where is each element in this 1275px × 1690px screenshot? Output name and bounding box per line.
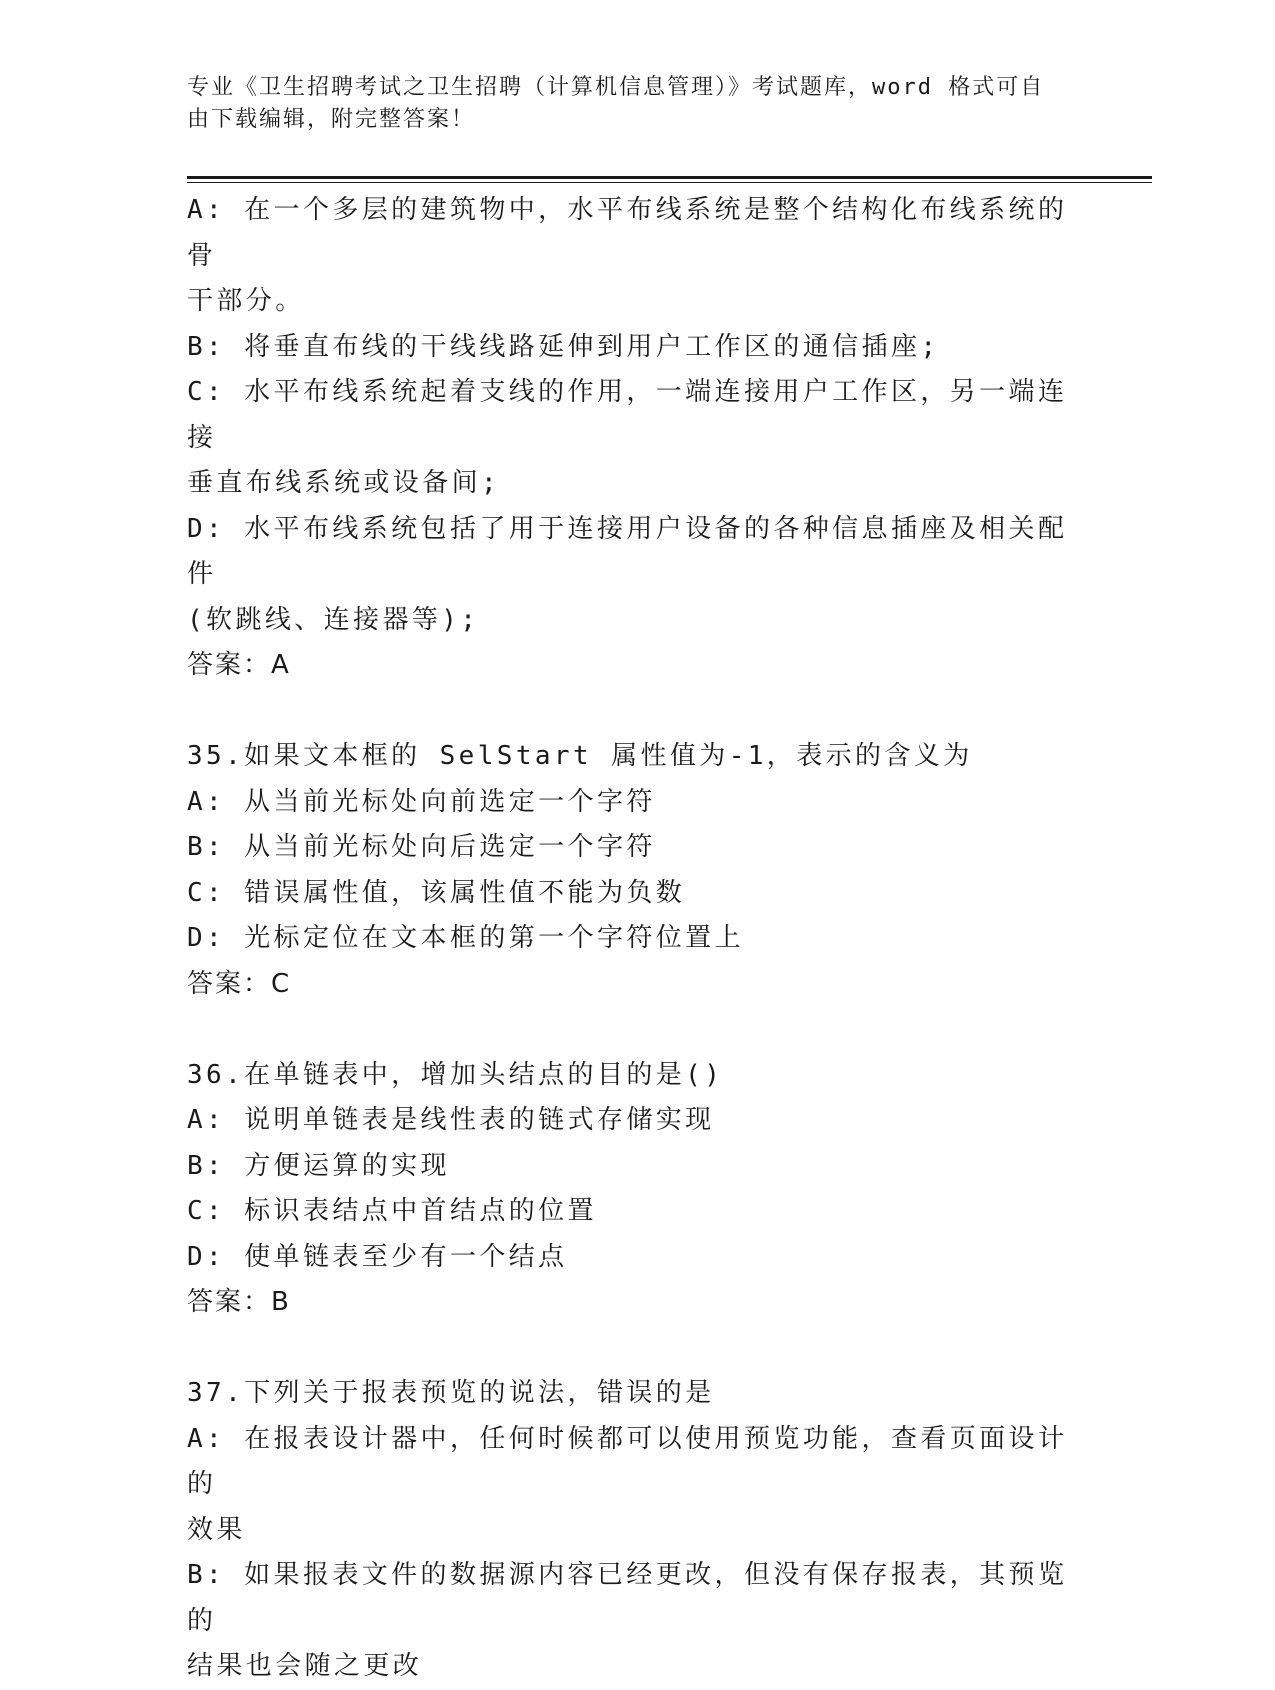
option-b-line-2: 结果也会随之更改	[187, 1651, 423, 1681]
option-d-line-1: D: 水平布线系统包括了用于连接用户设备的各种信息插座及相关配件	[187, 513, 1068, 589]
option-a: A: 从当前光标处向前选定一个字符	[187, 786, 656, 817]
header-rule-thin	[187, 182, 1152, 183]
question-stem: 36.在单链表中，增加头结点的目的是()	[187, 1059, 724, 1090]
question-stem: 35.如果文本框的 SelStart 属性值为-1，表示的含义为	[187, 741, 973, 771]
header-rule-thick	[187, 176, 1152, 179]
header-line-2: 由下载编辑，附完整答案！	[187, 107, 476, 132]
option-a-line-1: A: 在一个多层的建筑物中，水平布线系统是整个结构化布线系统的骨	[187, 195, 1068, 271]
option-d-line-2: (软跳线、连接器等);	[187, 604, 480, 635]
question-34-tail	[187, 188, 1077, 689]
spacer	[187, 1007, 1077, 1053]
option-a-line-1: A: 在报表设计器中，任何时候都可以使用预览功能，查看页面设计的	[187, 1423, 1068, 1499]
question-35	[187, 734, 1077, 1007]
answer-36: 答案：B	[187, 1287, 291, 1317]
option-b-line-1: B: 如果报表文件的数据源内容已经更改，但没有保存报表，其预览的	[187, 1560, 1068, 1636]
header-line-1: 专业《卫生招聘考试之卫生招聘（计算机信息管理）》考试题库，word 格式可自	[187, 75, 1045, 100]
option-c: C: 错误属性值，该属性值不能为负数	[187, 877, 686, 908]
option-b: B: 方便运算的实现	[187, 1150, 450, 1181]
option-b: B: 将垂直布线的干线线路延伸到用户工作区的通信插座;	[187, 331, 940, 362]
option-a: A: 说明单链表是线性表的链式存储实现	[187, 1105, 715, 1135]
question-list	[187, 188, 1077, 1690]
answer-35: 答案：C	[187, 968, 292, 999]
option-c: C: 标识表结点中首结点的位置	[187, 1196, 597, 1226]
answer-34: 答案：A	[187, 650, 291, 680]
option-d: D: 光标定位在文本框的第一个字符位置上	[187, 923, 744, 953]
option-a-line-2: 干部分。	[187, 286, 305, 316]
spacer	[187, 1326, 1077, 1372]
option-c-line-2: 垂直布线系统或设备间;	[187, 468, 501, 498]
spacer	[187, 689, 1077, 735]
option-b: B: 从当前光标处向后选定一个字符	[187, 832, 656, 862]
question-36	[187, 1053, 1077, 1326]
option-d: D: 使单链表至少有一个结点	[187, 1241, 568, 1272]
document-header	[187, 72, 1067, 136]
question-37	[187, 1371, 1077, 1690]
question-stem: 37.下列关于报表预览的说法，错误的是	[187, 1378, 715, 1408]
option-a-line-2: 效果	[187, 1514, 246, 1545]
option-c-line-1: C: 水平布线系统起着支线的作用，一端连接用户工作区，另一端连接	[187, 377, 1068, 453]
